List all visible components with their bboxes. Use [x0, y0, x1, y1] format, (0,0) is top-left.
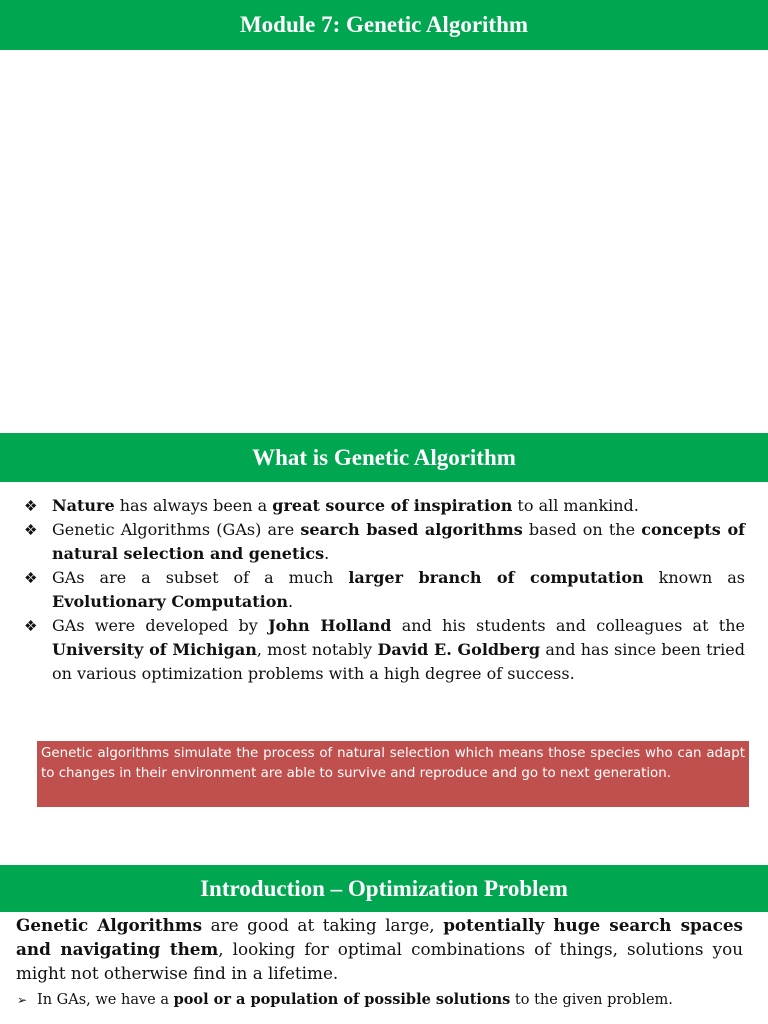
sub-bullet: [17, 989, 757, 1011]
section-title-banner: [0, 433, 768, 482]
text: GAs are a subset of a much: [52, 568, 349, 587]
bold-text: search based algorithms: [300, 520, 523, 539]
text: GAs were developed by: [52, 616, 269, 635]
text: .: [324, 544, 330, 563]
module-title-banner: [0, 0, 768, 50]
section-title-banner: [0, 865, 768, 912]
text: and has since been tried on various optimization problems with a high degree of success.: [52, 640, 746, 683]
text: known as: [643, 568, 746, 587]
bold-text: University of Michigan: [52, 640, 257, 659]
module-title: Module 7: Genetic Algorithm: [239, 12, 529, 37]
bullet-list: [24, 494, 745, 686]
text: to the given problem.: [510, 992, 673, 1008]
bullet-item: [24, 494, 745, 518]
bold-text: Genetic Algorithms: [16, 915, 203, 935]
text: , most notably: [256, 640, 378, 659]
text: based on the: [522, 520, 642, 539]
text: are good at taking large,: [202, 915, 444, 935]
bold-text: Evolutionary Computation: [52, 592, 288, 611]
text: , looking for optimal combinations of things, solutions you might not otherwise find in a lifetime.: [16, 939, 744, 983]
bold-text: potentially huge search spaces and navigating them: [16, 915, 743, 959]
text: to all mankind.: [512, 496, 639, 515]
text: In GAs, we have a: [37, 992, 174, 1008]
bold-text: pool or a population of possible solutions: [173, 991, 511, 1008]
bold-text: concepts of natural selection and genetics: [52, 520, 745, 563]
bullet-item: [24, 566, 745, 614]
callout-box: Genetic algorithms simulate the process of natural selection which means those species who can adapt to changes in their environment are able to survive and reproduce and go to next generation.: [37, 741, 749, 807]
bullet-item: [24, 518, 745, 566]
section-title: Introduction – Optimization Problem: [200, 875, 568, 901]
text: and his students and colleagues at the: [391, 616, 745, 635]
bullet-item: [24, 614, 745, 686]
diamond-bullet-icon: ❖: [24, 497, 38, 515]
bold-text: John Holland: [268, 616, 392, 635]
bold-text: David E. Goldberg: [377, 640, 541, 659]
diamond-bullet-icon: ❖: [24, 617, 38, 635]
text: Genetic Algorithms (GAs) are: [52, 520, 301, 539]
diamond-bullet-icon: ❖: [24, 569, 38, 587]
bold-text: larger branch of computation: [348, 568, 644, 587]
text: has always been a: [114, 496, 273, 515]
section-title: What is Genetic Algorithm: [252, 444, 516, 470]
text: .: [288, 592, 294, 611]
bold-text: Nature: [52, 496, 115, 515]
arrow-bullet-icon: ➢: [17, 993, 28, 1007]
diamond-bullet-icon: ❖: [24, 521, 38, 539]
intro-paragraph: [16, 913, 743, 985]
bold-text: great source of inspiration: [272, 496, 513, 515]
